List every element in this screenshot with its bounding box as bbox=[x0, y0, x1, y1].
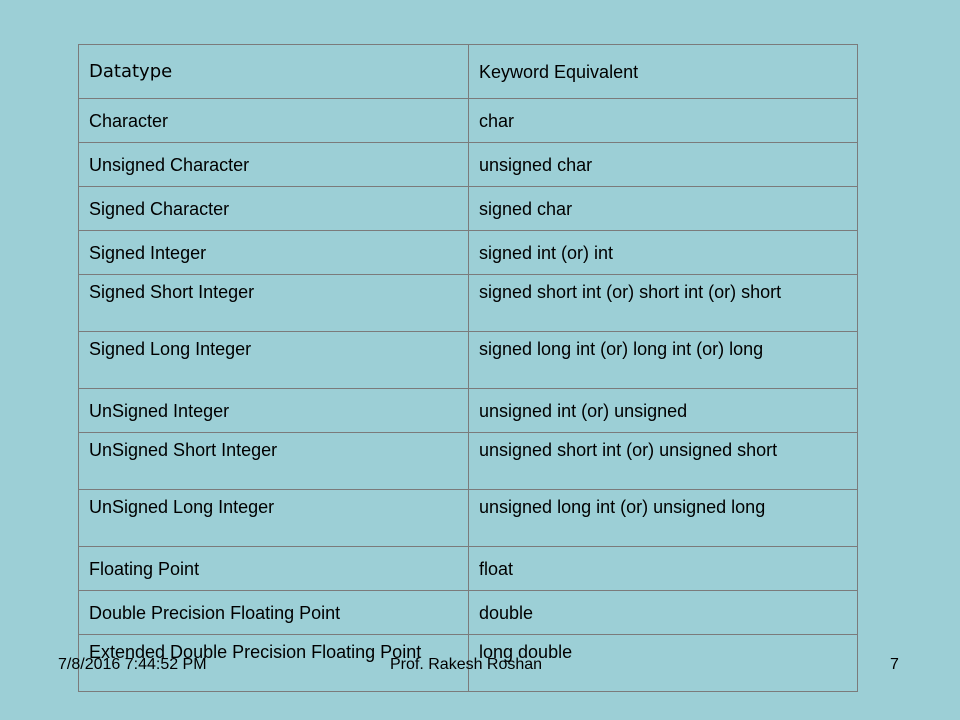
header-keyword-equivalent: Keyword Equivalent bbox=[469, 45, 858, 99]
datatype-table bbox=[78, 44, 858, 692]
keyword-cell: signed int (or) int bbox=[469, 231, 858, 275]
footer-author: Prof. Rakesh Roshan bbox=[390, 656, 543, 673]
datatype-cell: Extended Double Precision Floating Point bbox=[79, 635, 469, 692]
table-row bbox=[79, 143, 858, 187]
datatype-cell: Unsigned Character bbox=[79, 143, 469, 187]
datatype-cell: Floating Point bbox=[79, 547, 469, 591]
table-row bbox=[79, 332, 858, 389]
table-row bbox=[79, 389, 858, 433]
table-row bbox=[79, 99, 858, 143]
keyword-cell: double bbox=[469, 591, 858, 635]
keyword-cell: unsigned int (or) unsigned bbox=[469, 389, 858, 433]
datatype-cell: Double Precision Floating Point bbox=[79, 591, 469, 635]
datatype-cell: Character bbox=[79, 99, 469, 143]
table-row bbox=[79, 547, 858, 591]
datatype-cell: Signed Long Integer bbox=[79, 332, 469, 389]
keyword-cell: signed long int (or) long int (or) long bbox=[469, 332, 858, 389]
datatype-cell: UnSigned Short Integer bbox=[79, 433, 469, 490]
table-row bbox=[79, 275, 858, 332]
keyword-cell: float bbox=[469, 547, 858, 591]
table-row bbox=[79, 433, 858, 490]
table-row bbox=[79, 591, 858, 635]
keyword-cell: char bbox=[469, 99, 858, 143]
datatype-cell: UnSigned Long Integer bbox=[79, 490, 469, 547]
footer-page-number: 7 bbox=[890, 656, 899, 673]
keyword-cell: signed short int (or) short int (or) short bbox=[469, 275, 858, 332]
datatype-cell: Signed Character bbox=[79, 187, 469, 231]
datatype-cell: Signed Integer bbox=[79, 231, 469, 275]
keyword-cell: unsigned short int (or) unsigned short bbox=[469, 433, 858, 490]
footer-date: 7/8/2016 7:44:52 PM bbox=[58, 656, 207, 673]
datatype-cell: Signed Short Integer bbox=[79, 275, 469, 332]
keyword-cell: unsigned long int (or) unsigned long bbox=[469, 490, 858, 547]
header-datatype: Datatype bbox=[79, 45, 469, 99]
keyword-cell: unsigned char bbox=[469, 143, 858, 187]
table-row bbox=[79, 187, 858, 231]
datatype-cell: UnSigned Integer bbox=[79, 389, 469, 433]
keyword-cell: long double bbox=[469, 635, 858, 692]
table-row bbox=[79, 231, 858, 275]
keyword-cell: signed char bbox=[469, 187, 858, 231]
table-row bbox=[79, 490, 858, 547]
table-header-row bbox=[79, 45, 858, 99]
